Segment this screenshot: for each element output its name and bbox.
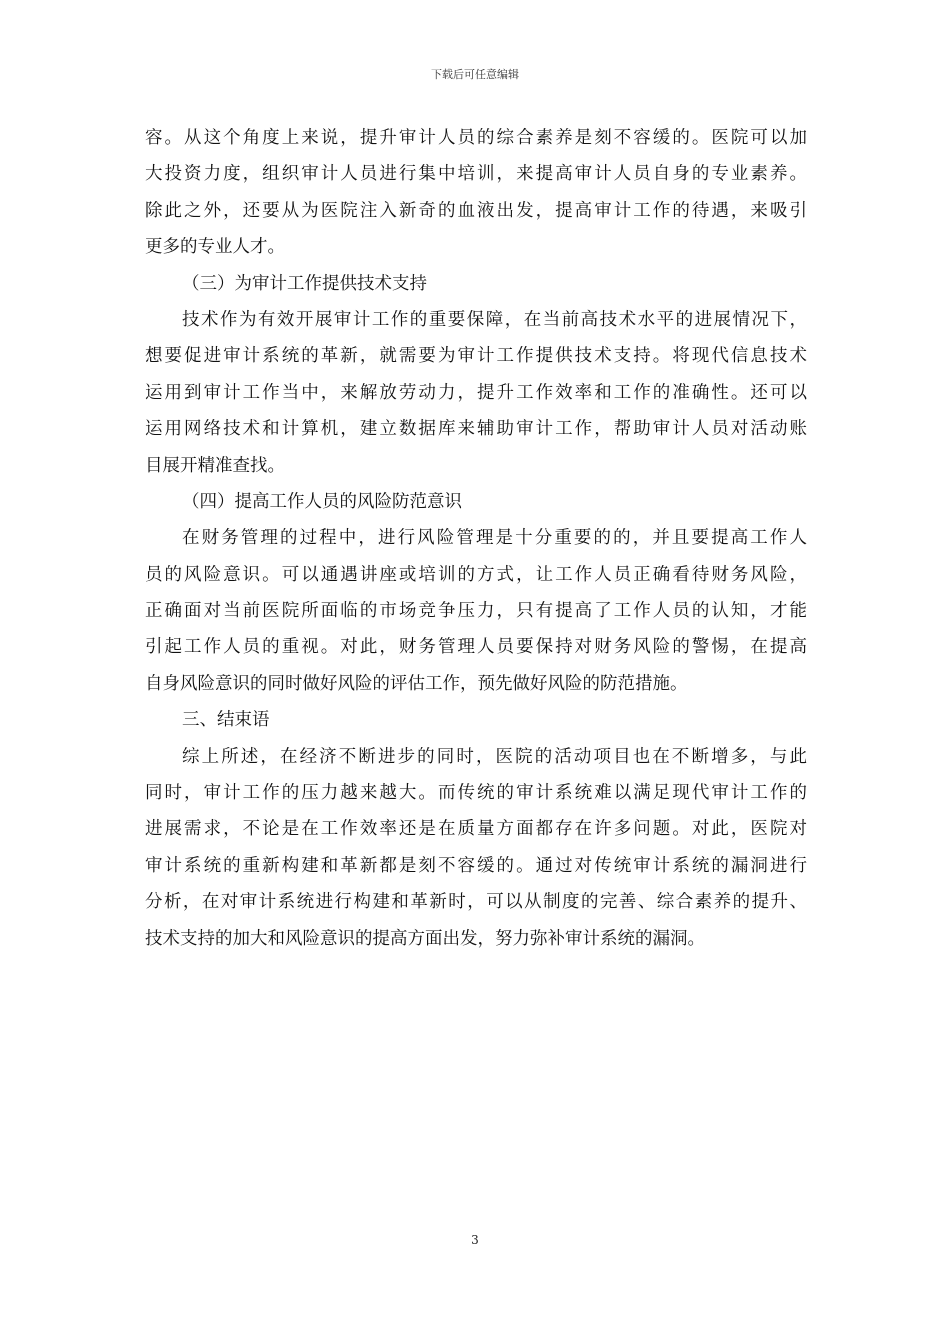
page-header: 下载后可任意编辑 (431, 68, 519, 81)
page-number: 3 (471, 1233, 479, 1247)
paragraph-line: 想要促进审计系统的革新，就需要为审计工作提供技术支持。将现代信息技术 (145, 346, 807, 367)
paragraph-line: 同时，审计工作的压力越来越大。而传统的审计系统难以满足现代审计工作的 (145, 783, 807, 804)
paragraph-line: 更多的专业人才。 (145, 237, 285, 258)
document-body (145, 120, 807, 957)
paragraph-line: 审计系统的重新构建和革新都是刻不容缓的。通过对传统审计系统的漏洞进行 (145, 855, 807, 876)
paragraph-line: 综上所述，在经济不断进步的同时，医院的活动项目也在不断增多，与此 (182, 746, 807, 767)
paragraph-line: 运用到审计工作当中，来解放劳动力，提升工作效率和工作的准确性。还可以 (145, 382, 807, 403)
paragraph-line: 技术作为有效开展审计工作的重要保障，在当前高技术水平的进展情况下， (182, 309, 807, 330)
paragraph-line: 容。从这个角度上来说，提升审计人员的综合素养是刻不容缓的。医院可以加 (145, 128, 807, 148)
section-heading: 三、结束语 (182, 710, 270, 731)
paragraph-line: 技术支持的加大和风险意识的提高方面出发，努力弥补审计系统的漏洞。 (145, 928, 705, 949)
paragraph-line: 目展开精准查找。 (145, 455, 285, 476)
section-heading: （四）提高工作人员的风险防范意识 (182, 491, 462, 512)
paragraph-line: 员的风险意识。可以通遇讲座或培训的方式，让工作人员正确看待财务风险， (145, 564, 807, 585)
paragraph-line: 引起工作人员的重视。对此，财务管理人员要保持对财务风险的警惕，在提高 (145, 637, 807, 658)
paragraph-line: 运用网络技术和计算机，建立数据库来辅助审计工作，帮助审计人员对活动账 (145, 419, 807, 440)
paragraph-line: 自身风险意识的同时做好风险的评估工作，预先做好风险的防范措施。 (145, 673, 688, 694)
paragraph-line: 正确面对当前医院所面临的市场竞争压力，只有提高了工作人员的认知，才能 (145, 601, 807, 622)
paragraph-line: 大投资力度，组织审计人员进行集中培训，来提高审计人员自身的专业素养。 (145, 164, 807, 185)
paragraph-line: 进展需求，不论是在工作效率还是在质量方面都存在许多问题。对此，医院对 (145, 819, 807, 840)
paragraph-line: 除此之外，还要从为医院注入新奇的血液出发，提高审计工作的待遇，来吸引 (145, 200, 807, 221)
section-heading: （三）为审计工作提供技术支持 (182, 273, 427, 294)
paragraph-line: 在财务管理的过程中，进行风险管理是十分重要的的，并且要提高工作人 (182, 528, 807, 549)
paragraph-line: 分析，在对审计系统进行构建和革新时，可以从制度的完善、综合素养的提升、 (145, 892, 807, 913)
